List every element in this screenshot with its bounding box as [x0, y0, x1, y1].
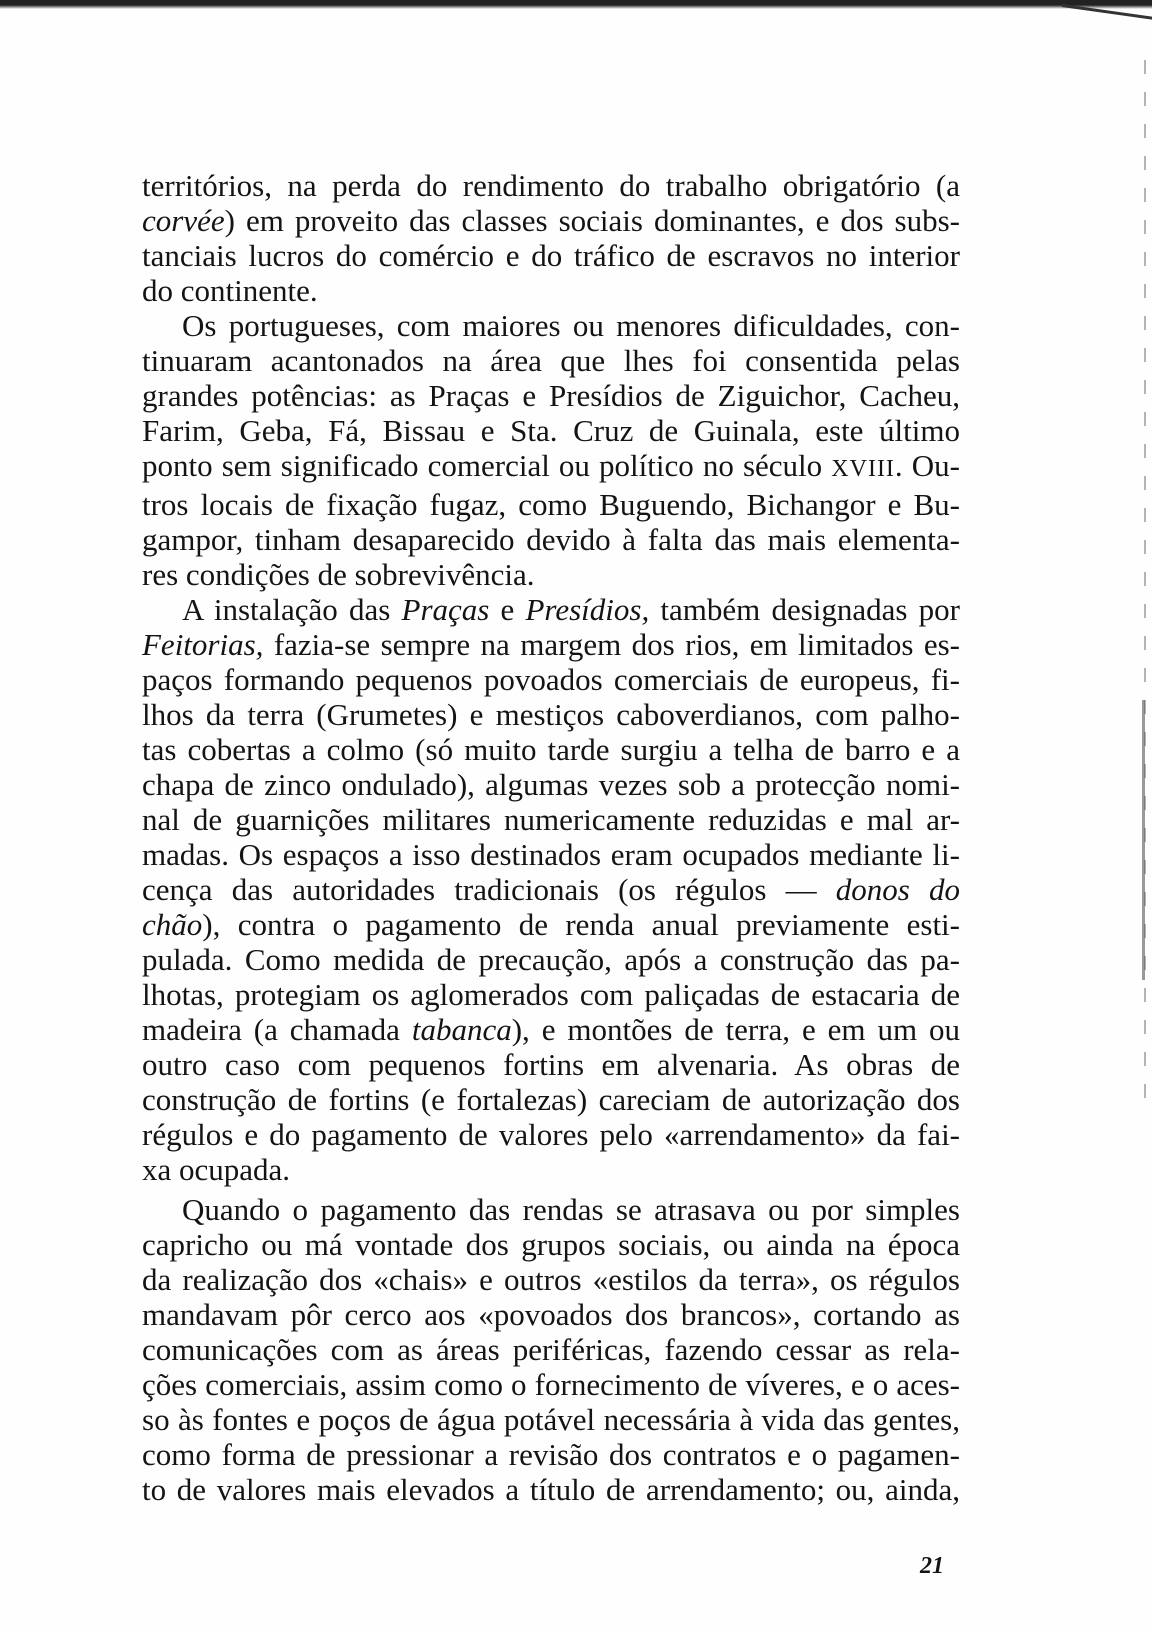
text-line	[142, 627, 960, 662]
text-line	[142, 522, 960, 557]
text-run: paços formando pequenos povoados comerciais de europeus, fi-	[142, 662, 960, 697]
text-line	[142, 592, 960, 627]
text-run: pulada. Como medida de precaução, após a construção das pa-	[142, 942, 960, 977]
text-line	[142, 1047, 960, 1082]
text-line	[142, 1402, 960, 1437]
text-run: e	[489, 592, 526, 627]
text-run: comunicações com as áreas periféricas, fazendo cessar as rela-	[142, 1332, 960, 1367]
text-line	[142, 168, 960, 203]
text-line	[142, 942, 960, 977]
text-run: mandavam pôr cerco aos «povoados dos brancos», cortando as	[142, 1297, 960, 1332]
scan-top-border	[0, 0, 1152, 14]
text-run: capricho ou má vontade dos grupos sociais, ou ainda na época	[142, 1227, 960, 1262]
text-line	[142, 662, 960, 697]
text-line	[142, 1117, 960, 1152]
text-run: construção de fortins (e fortalezas) careciam de autorização dos	[142, 1082, 960, 1117]
text-run: ), contra o pagamento de renda anual previamente esti-	[202, 907, 960, 942]
italic-term: Presídios,	[525, 592, 650, 627]
text-run: so às fontes e poços de água potável necessária à vida das gentes,	[142, 1402, 960, 1437]
text-run: lhotas, protegiam os aglomerados com paliçadas de estacaria de	[142, 977, 960, 1012]
scan-right-edge-shadow	[1142, 700, 1145, 980]
text-line	[142, 802, 960, 837]
text-run: ponto sem significado comercial ou político no século	[142, 448, 832, 483]
text-run: A instalação das	[182, 592, 402, 627]
text-line	[142, 413, 960, 448]
text-run: fazia-se sempre na margem dos rios, em limitados es-	[263, 627, 960, 662]
text-line	[142, 732, 960, 767]
text-line	[142, 907, 960, 942]
text-run: madas. Os espaços a isso destinados eram ocupados mediante li-	[142, 837, 960, 872]
text-line	[142, 448, 960, 487]
text-run: ) em proveito das classes sociais dominantes, e dos subs-	[224, 203, 960, 238]
text-line	[142, 238, 960, 273]
text-line	[142, 1082, 960, 1117]
italic-term: chão	[142, 907, 203, 942]
text-run: chapa de zinco ondulado), algumas vezes sob a protecção nomi-	[142, 767, 960, 802]
italic-term: corvée	[142, 203, 225, 238]
text-line	[142, 1297, 960, 1332]
text-line	[142, 697, 960, 732]
italic-term: Feitorias,	[142, 627, 264, 662]
text-line	[142, 378, 960, 413]
text-run: ), e montões de terra, e em um ou	[511, 1012, 960, 1047]
text-line	[142, 1332, 960, 1367]
body-text	[142, 168, 960, 1507]
text-line	[142, 1012, 960, 1047]
italic-term: tabanca	[411, 1012, 512, 1047]
text-run: res condições de sobrevivência.	[142, 557, 535, 592]
text-line	[142, 837, 960, 872]
text-line	[142, 308, 960, 343]
text-run: régulos e do pagamento de valores pelo «arrendamento» da fai-	[142, 1117, 960, 1152]
text-line	[142, 977, 960, 1012]
text-run: gampor, tinham desaparecido devido à falta das mais elementa-	[142, 522, 960, 557]
text-line	[142, 1192, 960, 1227]
text-run: Os portugueses, com maiores ou menores dificuldades, con-	[182, 308, 960, 343]
text-run: também designadas por	[649, 592, 960, 627]
text-line	[142, 1152, 960, 1187]
text-run: tas cobertas a colmo (só muito tarde surgiu a telha de barro e a	[142, 732, 960, 767]
text-run: Farim, Geba, Fá, Bissau e Sta. Cruz de Guinala, este último	[142, 413, 960, 448]
text-run: grandes potências: as Praças e Presídios de Ziguichor, Cacheu,	[142, 378, 960, 413]
page-number: 21	[920, 1553, 944, 1579]
text-line	[142, 343, 960, 378]
text-line	[142, 872, 960, 907]
text-line	[142, 557, 960, 592]
text-run: lhos da terra (Grumetes) e mestiços caboverdianos, com palho-	[142, 697, 960, 732]
text-run: da realização dos «chais» e outros «estilos da terra», os régulos	[142, 1262, 960, 1297]
text-run: tanciais lucros do comércio e do tráfico de escravos no interior	[142, 238, 960, 273]
text-line	[142, 1227, 960, 1262]
text-line	[142, 767, 960, 802]
text-line	[142, 1262, 960, 1297]
text-run: tinuaram acantonados na área que lhes foi consentida pelas	[142, 343, 960, 378]
text-run: ções comerciais, assim como o fornecimento de víveres, e o aces-	[142, 1367, 960, 1402]
text-line	[142, 1472, 960, 1507]
roman-numeral: XVIII	[831, 456, 895, 482]
text-line	[142, 203, 960, 238]
text-line	[142, 1367, 960, 1402]
italic-term: Praças	[401, 592, 490, 627]
text-run: como forma de pressionar a revisão dos contratos e o pagamen-	[142, 1437, 960, 1472]
text-run: Quando o pagamento das rendas se atrasava ou por simples	[182, 1192, 960, 1227]
text-run: outro caso com pequenos fortins em alvenaria. As obras de	[142, 1047, 960, 1082]
italic-term: donos do	[835, 872, 960, 907]
text-run: madeira (a chamada	[142, 1012, 412, 1047]
text-run: to de valores mais elevados a título de arrendamento; ou, ainda,	[142, 1472, 960, 1507]
text-run: tros locais de fixação fugaz, como Buguendo, Bichangor e Bu-	[142, 487, 960, 522]
text-line	[142, 487, 960, 522]
text-run: do continente.	[142, 273, 318, 308]
text-run: nal de guarnições militares numericamente reduzidas e mal ar-	[142, 802, 960, 837]
text-run: territórios, na perda do rendimento do trabalho obrigatório (a	[142, 168, 960, 203]
text-line	[142, 1437, 960, 1472]
text-run: cença das autoridades tradicionais (os régulos —	[142, 872, 836, 907]
text-run: . Ou-	[894, 448, 960, 483]
text-run: xa ocupada.	[142, 1152, 291, 1187]
text-line	[142, 273, 960, 308]
